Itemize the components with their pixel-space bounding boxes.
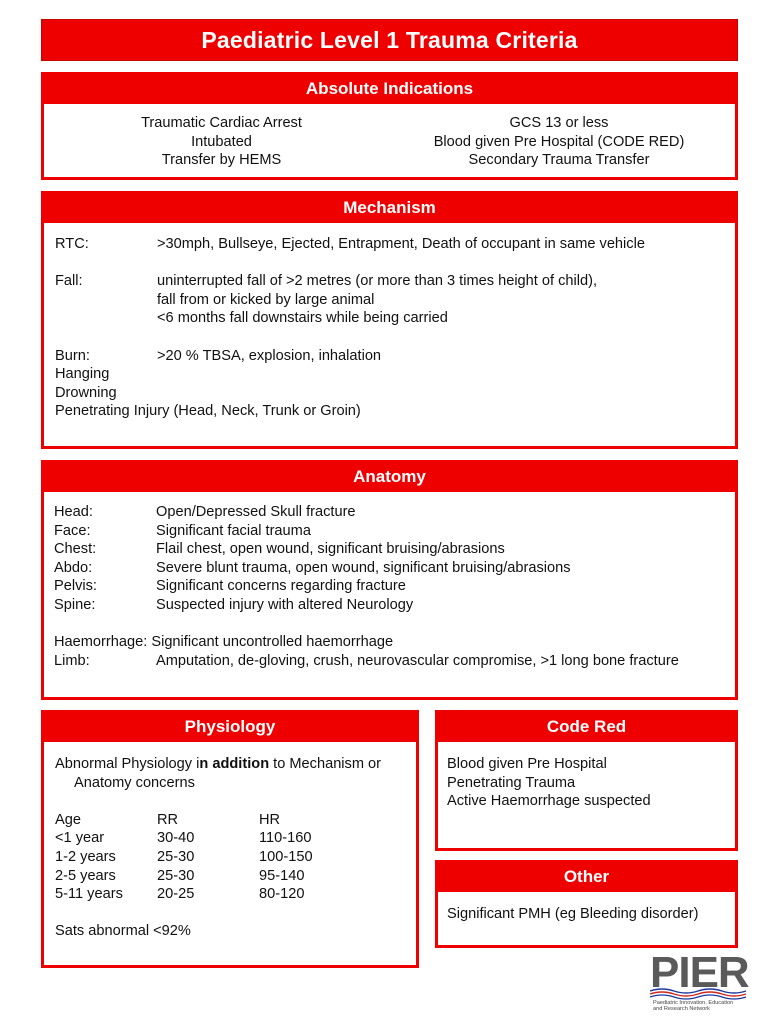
- table-header-row: [55, 811, 416, 830]
- anatomy-label: Pelvis:: [54, 578, 97, 595]
- anatomy-text: Significant facial trauma: [156, 522, 311, 539]
- absolute-indications-header: Absolute Indications: [43, 74, 736, 104]
- table-cell: 1-2 years: [55, 848, 116, 865]
- haemorrhage-text: Haemorrhage: Significant uncontrolled haemorrhage: [54, 634, 394, 651]
- anatomy-row: [54, 559, 735, 578]
- table-cell: 2-5 years: [55, 867, 116, 884]
- absolute-item: Intubated: [191, 133, 252, 150]
- anatomy-text: Significant concerns regarding fracture: [156, 578, 406, 595]
- rtc-label: RTC:: [55, 236, 89, 252]
- absolute-item: Blood given Pre Hospital (CODE RED): [433, 133, 685, 150]
- logo-subtitle-line: and Research Network: [653, 1006, 710, 1013]
- intro-bold-text: n addition: [199, 756, 270, 772]
- table-cell: 95-140: [259, 867, 305, 884]
- table-cell: 20-25: [157, 886, 195, 903]
- table-cell: 30-40: [157, 830, 195, 847]
- intro-text: Abnormal Physiology i: [55, 756, 200, 772]
- table-cell: 100-150: [259, 848, 313, 865]
- table-row: [55, 829, 416, 848]
- anatomy-row: [54, 577, 735, 596]
- absolute-item: GCS 13 or less: [509, 115, 609, 131]
- mechanism-header: Mechanism: [43, 193, 736, 223]
- anatomy-row: [54, 503, 735, 522]
- logo-subtitle-line: Paediatric Innovation, Education: [653, 1000, 734, 1006]
- code-red-item: Blood given Pre Hospital: [447, 756, 607, 772]
- table-header-age: Age: [55, 811, 81, 828]
- absolute-left-column: [44, 114, 399, 170]
- fall-line: uninterrupted fall of >2 metres (or more than 3 times height of child),: [157, 273, 598, 290]
- anatomy-text: Suspected injury with altered Neurology: [156, 596, 414, 613]
- absolute-item: Secondary Trauma Transfer: [468, 152, 650, 169]
- table-cell: 110-160: [259, 830, 312, 847]
- anatomy-header: Anatomy: [43, 462, 736, 492]
- mechanism-panel: [41, 191, 738, 449]
- burn-text: >20 % TBSA, explosion, inhalation: [157, 347, 382, 364]
- physiology-header: Physiology: [43, 712, 417, 742]
- rtc-text: >30mph, Bullseye, Ejected, Entrapment, Death of occupant in same vehicle: [157, 236, 645, 252]
- table-header-hr: HR: [259, 811, 281, 828]
- fall-label: Fall:: [55, 273, 83, 290]
- burn-label: Burn:: [55, 347, 90, 364]
- physiology-panel: [41, 710, 419, 968]
- intro-text: to Mechanism or: [269, 756, 382, 772]
- table-cell: 80-120: [259, 886, 305, 903]
- limb-row: [54, 652, 735, 671]
- table-row: [55, 848, 416, 867]
- anatomy-label: Chest:: [54, 541, 97, 558]
- absolute-right-column: [399, 114, 719, 170]
- logo-subtitle: [653, 1000, 748, 1013]
- limb-text: Amputation, de-gloving, crush, neurovascular compromise, >1 long bone fracture: [156, 652, 679, 669]
- anatomy-label: Head:: [54, 504, 93, 520]
- anatomy-row: [54, 522, 735, 541]
- hanging-text: Hanging: [55, 366, 110, 383]
- anatomy-row: [54, 540, 735, 559]
- table-cell: 25-30: [157, 867, 195, 884]
- absolute-item: Traumatic Cardiac Arrest: [141, 115, 302, 131]
- penetrating-text: Penetrating Injury (Head, Neck, Trunk or Groin): [55, 403, 361, 420]
- sats-text: Sats abnormal <92%: [55, 923, 191, 940]
- mechanism-rtc-row: [55, 235, 735, 254]
- absolute-indications-panel: [41, 72, 738, 180]
- anatomy-text: Flail chest, open wound, significant bruising/abrasions: [156, 541, 505, 558]
- code-red-panel: [435, 710, 738, 851]
- mechanism-fall-row: [55, 272, 735, 328]
- fall-line: <6 months fall downstairs while being carried: [157, 310, 448, 327]
- fall-line: fall from or kicked by large animal: [157, 291, 375, 308]
- logo-wordmark: PIER: [650, 948, 749, 997]
- anatomy-row: [54, 596, 735, 615]
- pier-logo: [648, 948, 749, 1017]
- anatomy-label: Spine:: [54, 596, 96, 613]
- physiology-intro: [55, 755, 416, 774]
- other-text: Significant PMH (eg Bleeding disorder): [447, 906, 699, 922]
- table-cell: 5-11 years: [55, 886, 123, 903]
- page-title: Paediatric Level 1 Trauma Criteria: [41, 19, 738, 61]
- code-red-item: Active Haemorrhage suspected: [447, 793, 651, 810]
- physiology-table: [55, 811, 416, 904]
- table-header-rr: RR: [157, 811, 179, 828]
- table-cell: <1 year: [55, 830, 105, 847]
- anatomy-label: Abdo:: [54, 559, 93, 576]
- other-panel: [435, 860, 738, 948]
- anatomy-text: Open/Depressed Skull fracture: [156, 504, 356, 520]
- anatomy-text: Severe blunt trauma, open wound, significant bruising/abrasions: [156, 559, 571, 576]
- absolute-item: Transfer by HEMS: [161, 152, 282, 169]
- code-red-header: Code Red: [437, 712, 736, 742]
- code-red-item: Penetrating Trauma: [447, 774, 576, 791]
- table-cell: 25-30: [157, 848, 195, 865]
- mechanism-burn-row: [55, 347, 735, 366]
- limb-label: Limb:: [54, 652, 90, 669]
- anatomy-label: Face:: [54, 522, 91, 539]
- physiology-intro-line2: Anatomy concerns: [74, 774, 195, 791]
- drowning-text: Drowning: [55, 384, 117, 401]
- table-row: [55, 885, 416, 904]
- other-header: Other: [437, 862, 736, 892]
- anatomy-panel: [41, 460, 738, 700]
- table-row: [55, 867, 416, 886]
